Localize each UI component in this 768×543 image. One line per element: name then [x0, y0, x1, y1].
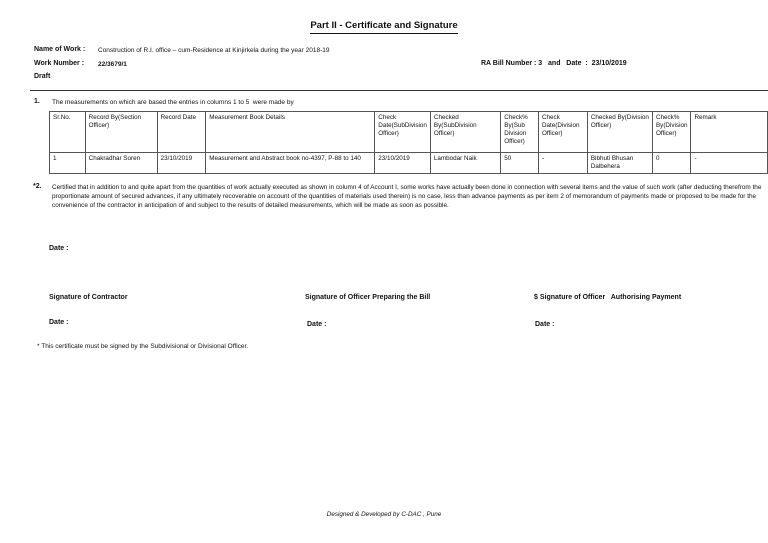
table-cell: Chakradhar Soren	[85, 153, 157, 174]
name-of-work-value: Construction of R.I. office – cum-Residence at Kinjirkela during the year 2018-19	[98, 47, 330, 54]
officer-authorising-signature-label: $ Signature of Officer Authorising Payment	[534, 294, 682, 301]
name-of-work-label: Name of Work :	[34, 46, 86, 53]
column-header: Check% By(Division Officer)	[652, 112, 690, 153]
measurements-table	[49, 111, 768, 174]
column-header: Record By(Section Officer)	[85, 112, 157, 153]
draft-label: Draft	[34, 73, 51, 80]
officer-authorising-date-label: Date :	[535, 321, 555, 328]
column-header: Check Date(Division Officer)	[539, 112, 588, 153]
column-header: Record Date	[157, 112, 206, 153]
page-title-text: Part II - Certificate and Signature	[310, 20, 457, 34]
column-header: Check% By(Sub Division Officer)	[501, 112, 539, 153]
column-header: Measurement Book Details	[206, 112, 375, 153]
table-cell: Lambodar Naik	[430, 153, 500, 174]
divider	[30, 90, 768, 91]
column-header: Checked By(SubDivision Officer)	[430, 112, 500, 153]
date-label: Date :	[49, 245, 69, 252]
table-cell: 1	[50, 153, 86, 174]
certificate-note: * This certificate must be signed by the Subdivisional or Divisional Officer.	[37, 343, 249, 350]
column-header: Checked By(Division Officer)	[587, 112, 652, 153]
table-cell: 23/10/2019	[157, 153, 206, 174]
officer-preparing-signature-label: Signature of Officer Preparing the Bill	[305, 294, 431, 301]
table-cell: Measurement and Abstract book no-4397, P-88 to 140	[206, 153, 375, 174]
section-2-number: *2.	[33, 183, 42, 190]
work-number-label: Work Number :	[34, 60, 85, 67]
section-1-text: The measurements on which are based the entries in columns 1 to 5 were made by	[52, 99, 294, 106]
table-row	[50, 153, 768, 174]
work-number-value: 22/3679/1	[98, 61, 127, 68]
certification-text: Certified that in addition to and quite apart from the quantities of work actually executed as shown in column 4 of Account I, some works have actually been done in connection with several items and the value of such work (after deducting therefrom the proportionate amount of secured advances, if any ultimately recoverable on account of the quantities of materials used therein) is no case, less than advance payments as per item 2 of memorandum of payments made or proposed to be made for the convenience of the contractor in anticipation of and subject to the results of detailed measurements, which will be made as soon as possible.	[52, 184, 762, 209]
table-cell: 0	[652, 153, 690, 174]
ra-bill-info: RA Bill Number : 3 and Date : 23/10/2019	[481, 60, 627, 67]
table-cell: -	[691, 153, 768, 174]
page-title	[0, 20, 768, 31]
column-header: Remark	[691, 112, 768, 153]
column-header: Sr.No.	[50, 112, 86, 153]
table-header-row	[50, 112, 768, 153]
footer-credit: Designed & Developed by C-DAC , Pune	[326, 511, 442, 518]
contractor-signature-label: Signature of Contractor	[49, 294, 128, 301]
column-header: Check Date(SubDivision Officer)	[375, 112, 431, 153]
contractor-date-label: Date :	[49, 319, 69, 326]
table-cell: -	[539, 153, 588, 174]
table-cell: 50	[501, 153, 539, 174]
officer-preparing-date-label: Date :	[307, 321, 327, 328]
table-cell: 23/10/2019	[375, 153, 431, 174]
table-cell: Bibhuti Bhusan Dalbehera	[587, 153, 652, 174]
section-1-number: 1.	[34, 98, 40, 105]
